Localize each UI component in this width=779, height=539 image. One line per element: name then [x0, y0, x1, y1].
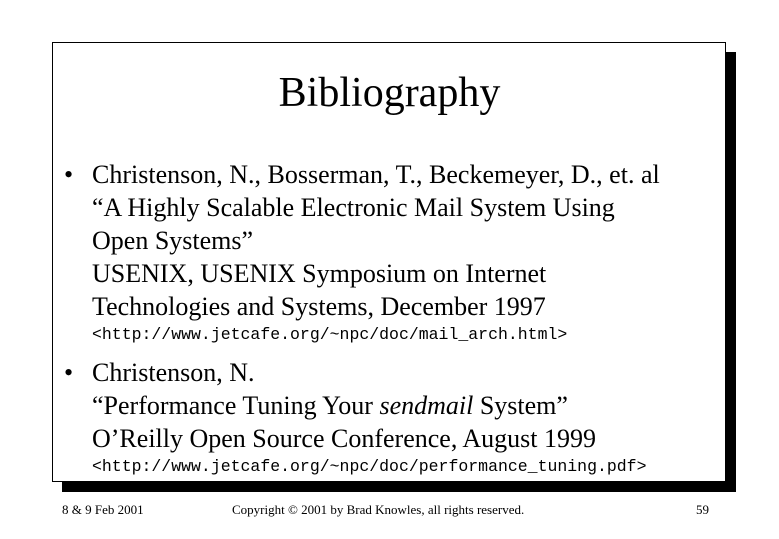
bibliography-entry-2: [60, 356, 710, 478]
footer-page-number: 59: [696, 502, 709, 517]
bullet-icon: •: [64, 160, 74, 189]
entry-venue-line-1: USENIX, USENIX Symposium on Internet: [92, 259, 547, 288]
entry-title-suffix: System”: [473, 391, 568, 420]
entry-url: <http://www.jetcafe.org/~npc/doc/mail_arch.html>: [92, 325, 568, 344]
entry-venue-line-2: Technologies and Systems, December 1997: [92, 292, 546, 321]
footer-date: 8 & 9 Feb 2001: [62, 502, 144, 517]
entry-authors: Christenson, N.: [92, 358, 255, 387]
entry-title-prefix: “Performance Tuning Your: [92, 391, 380, 420]
entry-url: <http://www.jetcafe.org/~npc/doc/performance_tuning.pdf>: [92, 457, 647, 476]
bibliography-list: [60, 158, 710, 488]
entry-title: [92, 389, 710, 422]
entry-title-line-2: Open Systems”: [92, 226, 254, 255]
entry-authors: Christenson, N., Bosserman, T., Beckemeyer, D., et. al: [92, 160, 660, 189]
entry-title-italic: sendmail: [379, 391, 474, 420]
entry-venue: O’Reilly Open Source Conference, August 1999: [92, 424, 597, 453]
bullet-icon: •: [64, 358, 74, 387]
bibliography-entry-1: [60, 158, 710, 346]
entry-title-line-1: “A Highly Scalable Electronic Mail System Using: [92, 193, 615, 222]
slide-title: Bibliography: [278, 70, 501, 116]
footer-copyright: Copyright © 2001 by Brad Knowles, all rights reserved.: [232, 502, 525, 517]
